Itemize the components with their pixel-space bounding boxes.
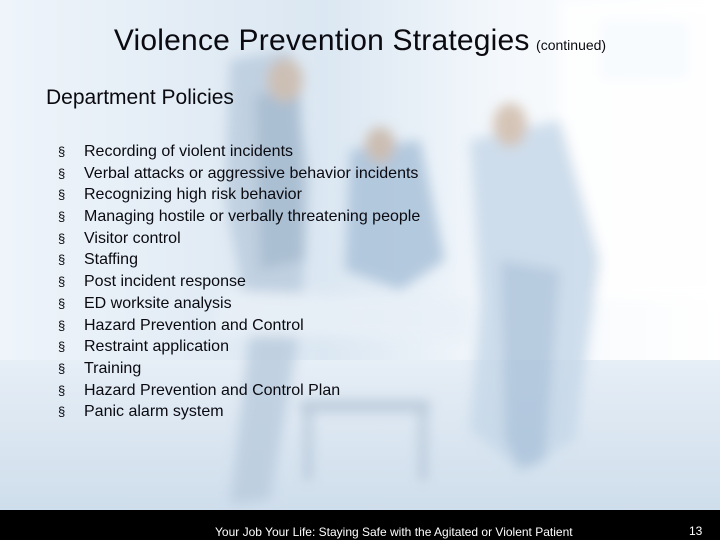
bullet-text: Recording of violent incidents xyxy=(84,143,294,160)
bullet-icon: § xyxy=(58,252,66,268)
bullet-icon: § xyxy=(58,274,66,290)
bullet-text: Restraint application xyxy=(84,338,229,356)
bullet-icon: § xyxy=(58,382,66,398)
title-suffix: (continued) xyxy=(536,37,607,53)
list-item xyxy=(58,184,420,206)
bullet-icon: § xyxy=(58,187,66,203)
bullet-text: Hazard Prevention and Control Plan xyxy=(84,381,341,399)
bullet-icon: § xyxy=(58,165,66,181)
bullet-text: Post incident response xyxy=(84,273,246,291)
list-item xyxy=(58,206,420,228)
footer-text: Your Job Your Life: Staying Safe with the Agitated or Violent Patient xyxy=(215,525,573,539)
section-heading: Department Policies xyxy=(46,86,234,109)
list-item xyxy=(58,358,420,380)
bullet-icon: § xyxy=(58,144,66,159)
list-item xyxy=(58,401,420,423)
bullet-text: Staffing xyxy=(84,251,138,269)
list-item xyxy=(58,271,420,293)
bullet-icon: § xyxy=(58,317,66,333)
bullet-icon: § xyxy=(58,339,66,355)
title-main: Violence Prevention Strategies xyxy=(113,24,530,57)
bullet-icon: § xyxy=(58,230,66,246)
list-item xyxy=(58,228,420,250)
bullet-text: Hazard Prevention and Control xyxy=(84,316,304,334)
bullet-text: Training xyxy=(84,359,142,377)
bullet-text: Visitor control xyxy=(84,229,181,247)
bullet-icon: § xyxy=(58,360,66,376)
list-item xyxy=(58,141,420,163)
list-item xyxy=(58,249,420,271)
footer-bar xyxy=(0,510,720,540)
page-number: 13 xyxy=(689,524,703,538)
bullet-text: Verbal attacks or aggressive behavior incidents xyxy=(84,164,419,182)
bullet-text: Managing hostile or verbally threatening people xyxy=(84,208,421,226)
list-item xyxy=(58,315,420,337)
list-item xyxy=(58,336,420,358)
bullet-icon: § xyxy=(58,209,66,225)
list-item xyxy=(58,293,420,315)
slide-title xyxy=(0,24,720,58)
list-item xyxy=(58,380,420,402)
bullet-list xyxy=(58,141,420,423)
bullet-text: ED worksite analysis xyxy=(84,294,232,312)
bullet-text: Recognizing high risk behavior xyxy=(84,186,302,204)
bullet-icon: § xyxy=(58,404,66,420)
list-item xyxy=(58,163,420,185)
bullet-icon: § xyxy=(58,295,66,311)
bullet-text: Panic alarm system xyxy=(84,403,224,421)
